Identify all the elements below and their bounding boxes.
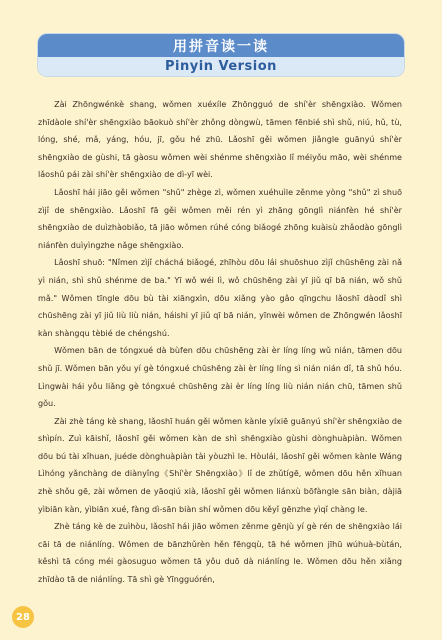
paragraph-5: Zài zhè táng kè shang, lǎoshī huán gěi wǒmen kànle yíxiē guānyú shí'èr shēngxiào de shìpín. Zuì kāishǐ, lǎoshī gěi wǒmen kàn de shì shēngxiào gùshi dònghuàpiàn. Wǒmen dōu bú tài xǐhuan, juéde dònghuàpiàn tài yòuzhì le. Hòulái, lǎoshī gěi wǒmen kànle Wáng Lìhóng yǎnchàng de diànyǐng《Shí'èr Shēngxiào》lǐ de zhǔtígē, wǒmen dōu hěn xǐhuan zhè shǒu gē, zài wǒmen de yāoqiú xià, lǎoshī gěi wǒmen liánxù bōfàngle sān biàn, dàjiā yìbiān kàn, yìbiān xué, fàng dì-sān biàn shí wǒmen dōu kěyǐ gēnzhe yìqǐ chàng le. bbox=[38, 416, 402, 514]
section-title: 用拼音读一读 bbox=[38, 34, 404, 57]
pinyin-text-body bbox=[38, 96, 402, 589]
section-subtitle: Pinyin Version bbox=[38, 57, 404, 76]
section-header bbox=[38, 34, 404, 76]
paragraph-6: Zhè táng kè de zuìhòu, lǎoshī hái jiāo wǒmen zěnme gēnjù yí gè rén de shēngxiào lái cāi tā de niánlíng. Wǒmen de bānzhǔrèn hěn fēngqù, tā hé wǒmen jīhū wúhuà-bùtán, kěshì tā cóng méi gàosuguo wǒmen tā yǒu duō dà niánlíng le. Wǒmen dōu hěn xiǎng zhīdào tā de niánlíng. Tā shì gè Yīngguórén, bbox=[38, 522, 402, 585]
paragraph-4: Wǒmen bān de tóngxué dà bùfen dōu chūshēng zài èr líng líng wǔ nián, tāmen dōu shǔ jī. Wǒmen bān yǒu yí gè tóngxué chūshēng zài èr líng líng sì nián nián dǐ, tā shǔ hóu. Lìngwài hái yǒu liǎng gè tóngxué chūshēng zài èr líng líng liù nián nián chū, tāmen shǔ gǒu. bbox=[38, 346, 402, 409]
page-number-badge: 28 bbox=[12, 606, 34, 628]
paragraph-3: Lǎoshī shuō: "Nǐmen zìjǐ cháchá biǎogé, zhīhòu dōu lái shuōshuo zìjǐ chūshēng zài nǎ yì nián, shì shǔ shénme de ba." Yī wǒ wéi lì, wǒ chūshēng zài yī jiǔ qī bā nián, wǒ shǔ mǎ." Wǒmen tīngle dōu bù tài xiāngxìn, dōu xiǎng yào gǎo qīngchu lǎoshī dàodǐ shì chūshēng zài yī jiǔ liù liù nián, háishi yī jiǔ qī bā nián, yīnwèi wǒmen de Zhōngwén lǎoshī kàn shàngqu tèbié de chéngshú. bbox=[38, 258, 402, 338]
paragraph-2: Lǎoshī hái jiāo gěi wǒmen "shǔ" zhège zì, wǒmen xuéhuìle zěnme yòng "shǔ" zì shuō zìjǐ de shēngxiào. Lǎoshī fā gěi wǒmen měi rén yì zhāng gōnglì niánfèn hé shí'èr shēngxiào de duìzhàobiǎo, tā jiāo wǒmen rúhé cóng biǎogé zhōng kuàisù zhǎodào gōnglì niánfèn duìyìngzhe nǎge shēngxiào. bbox=[38, 187, 402, 250]
paragraph-1: Zài Zhōngwénkè shang, wǒmen xuéxíle Zhōngguó de shí'èr shēngxiào. Wǒmen zhīdàole shí'èr shēngxiào bāokuò shí'èr zhǒng dòngwù, tāmen fēnbié shì shǔ, niú, hǔ, tù, lóng, shé, mǎ, yáng, hóu, jī, gǒu hé zhū. Lǎoshī gěi wǒmen jiǎngle guānyú shí'èr shēngxiào de gùshi, tā gàosu wǒmen wèi shénme shēngxiào lǐ méiyǒu māo, wèi shénme lǎoshǔ pái zài shí'èr shēngxiào de dì-yī wèi. bbox=[38, 100, 402, 180]
